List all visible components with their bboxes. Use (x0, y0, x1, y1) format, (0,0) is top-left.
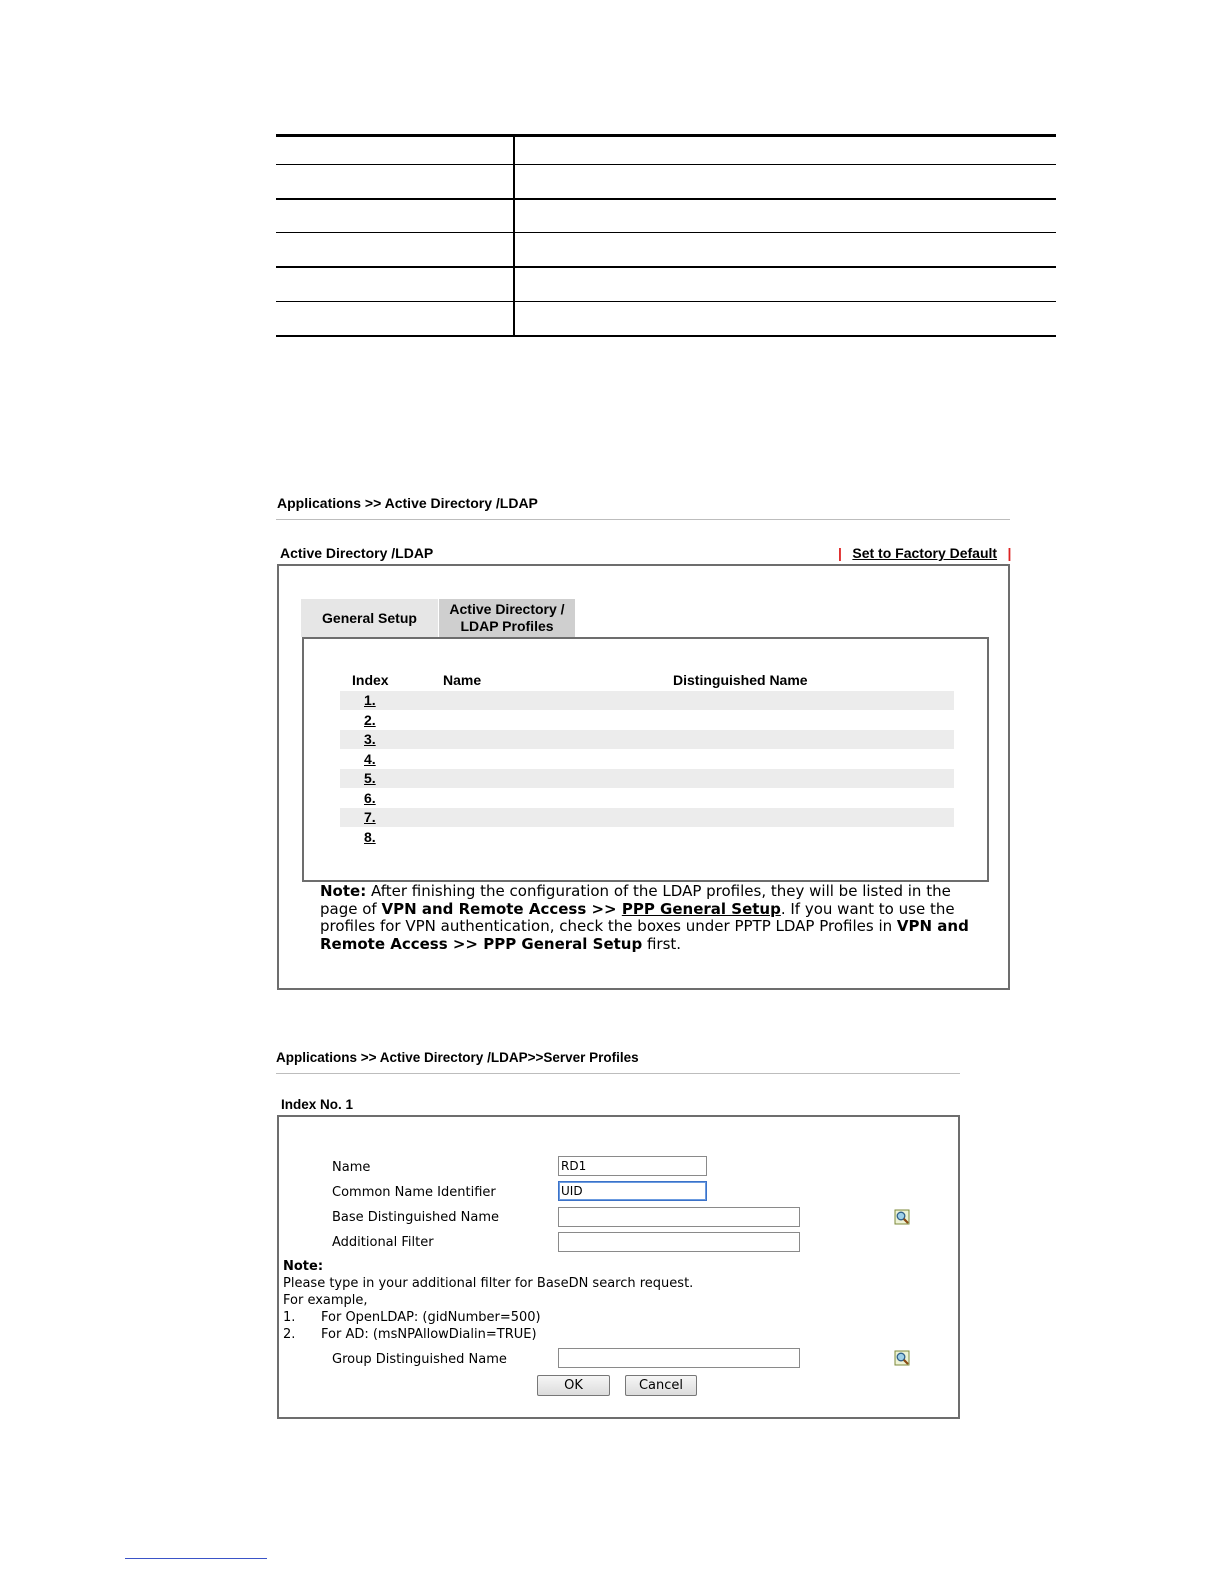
profile-index-link[interactable]: 8. (364, 829, 376, 845)
cancel-button[interactable]: Cancel (625, 1375, 697, 1396)
tab-label: General Setup (322, 610, 417, 626)
cn-label: Common Name Identifier (332, 1185, 496, 1200)
note-text-1: After finishing the configuration of the LDAP profiles, they will be listed in the page of (320, 882, 951, 918)
note-line-2: For example, (283, 1293, 368, 1308)
separator: | (838, 545, 842, 561)
breadcrumb-2: Applications >> Active Directory /LDAP>>Server Profiles (276, 1050, 639, 1065)
table-row (340, 789, 954, 808)
table-row (340, 730, 954, 749)
tab-label-line1: Active Directory / (449, 601, 565, 617)
breadcrumb: Applications >> Active Directory /LDAP (277, 495, 538, 511)
note-line-1: Please type in your additional filter for BaseDN search request. (283, 1276, 694, 1291)
table-row (340, 711, 954, 730)
doc-table (276, 134, 1056, 337)
search-icon[interactable] (894, 1350, 910, 1366)
column-index: Index (352, 672, 389, 688)
tab-general-setup[interactable] (301, 599, 438, 637)
common-name-input[interactable] (558, 1181, 707, 1201)
profile-index-link[interactable]: 2. (364, 712, 376, 728)
table-row-divider (276, 301, 1056, 302)
table-row (340, 750, 954, 769)
base-dn-label: Base Distinguished Name (332, 1210, 499, 1225)
note-text-2: . If you want to use the profiles for VPN authentication, check the boxes under PPTP LDAP Profiles in (320, 899, 955, 935)
factory-default-area (838, 545, 1011, 563)
example-number: 2. (283, 1327, 296, 1342)
separator: | (1007, 545, 1012, 561)
set-factory-default-link[interactable]: Set to Factory Default (852, 545, 998, 561)
example-text: For AD: (msNPAllowDialin=TRUE) (321, 1327, 537, 1342)
table-row-divider (276, 266, 1056, 268)
table-row (340, 691, 954, 710)
base-dn-input[interactable] (558, 1207, 800, 1227)
profile-index-link[interactable]: 5. (364, 770, 376, 786)
note-label: Note: (283, 1259, 324, 1274)
group-dn-label: Group Distinguished Name (332, 1352, 507, 1367)
filter-label: Additional Filter (332, 1235, 434, 1250)
table-row (340, 828, 954, 847)
filter-note (283, 1258, 693, 1343)
table-row-divider (276, 198, 1056, 200)
name-label: Name (332, 1160, 371, 1175)
name-input[interactable] (558, 1156, 707, 1176)
note-example-2 (283, 1326, 693, 1343)
example-number: 1. (283, 1310, 296, 1325)
note-text-3: first. (642, 934, 682, 953)
panel-title: Active Directory /LDAP (280, 545, 434, 561)
note-bold-2: VPN and Remote Access >> PPP General Setup (320, 917, 969, 953)
search-icon[interactable] (894, 1209, 910, 1225)
breadcrumb-rule-2 (276, 1073, 960, 1074)
breadcrumb-rule (276, 519, 1010, 520)
table-row (340, 808, 954, 827)
index-title: Index No. 1 (281, 1097, 354, 1112)
example-text: For OpenLDAP: (gidNumber=500) (321, 1310, 541, 1325)
profile-index-link[interactable]: 7. (364, 809, 376, 825)
tab-label-line2: LDAP Profiles (460, 618, 554, 634)
ppp-general-setup-link[interactable]: PPP General Setup (621, 899, 781, 918)
note-bold-1: VPN and Remote Access >> (381, 899, 622, 918)
profile-index-link[interactable]: 3. (364, 731, 376, 747)
note-example-1 (283, 1309, 693, 1326)
footer-rule (125, 1558, 267, 1559)
column-distinguished-name: Distinguished Name (673, 672, 808, 688)
group-dn-input[interactable] (558, 1348, 800, 1368)
ok-button[interactable]: OK (537, 1375, 610, 1396)
tab-ldap-profiles[interactable] (439, 599, 575, 637)
additional-filter-input[interactable] (558, 1232, 800, 1252)
profile-index-link[interactable]: 4. (364, 751, 376, 767)
table-row (340, 769, 954, 788)
profile-index-link[interactable]: 6. (364, 790, 376, 806)
note-label: Note: (320, 882, 367, 900)
profile-index-link[interactable]: 1. (364, 692, 376, 708)
column-name: Name (443, 672, 482, 688)
table-top-border (276, 134, 1056, 137)
table-bottom-border (276, 335, 1056, 337)
profiles-note (320, 883, 970, 953)
table-row-divider (276, 232, 1056, 233)
table-row-divider (276, 164, 1056, 165)
